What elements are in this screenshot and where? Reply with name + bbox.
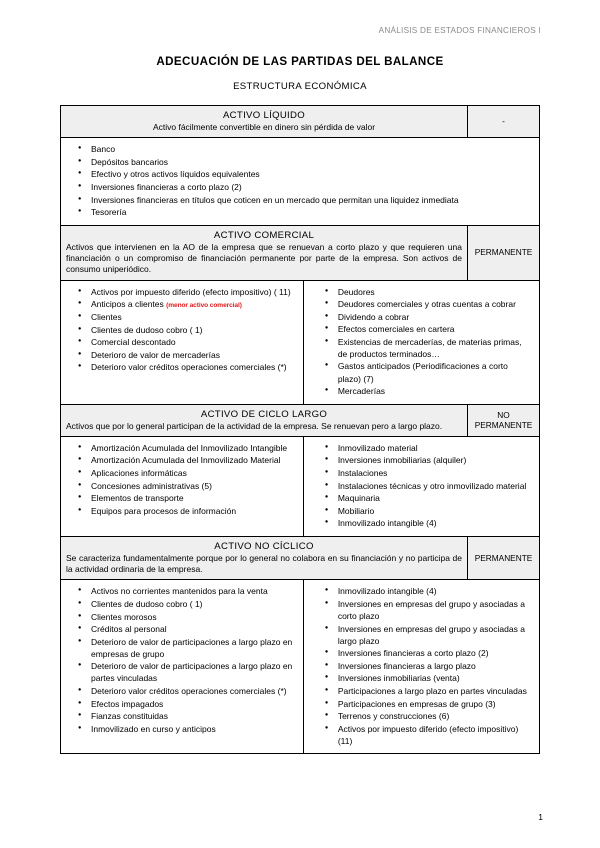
page-number: 1 bbox=[538, 812, 543, 822]
section-column-left bbox=[61, 281, 304, 404]
list-item: ● Inversiones inmobiliarias (alquiler) bbox=[338, 454, 533, 466]
section-header-main bbox=[61, 106, 468, 137]
account-list bbox=[314, 442, 533, 529]
section-body bbox=[61, 281, 539, 404]
list-item: ● Aplicaciones informáticas bbox=[91, 467, 297, 479]
section-description: Activos que por lo general participan de la actividad de la empresa. Se renuevan pero a largo plazo. bbox=[66, 420, 443, 431]
list-item: ● Clientes de dudoso cobro ( 1) bbox=[91, 598, 297, 610]
section-column-right bbox=[304, 281, 539, 404]
list-item: ● Mobiliario bbox=[338, 505, 533, 517]
section-classification-badge: - bbox=[502, 116, 505, 127]
list-item: ● Deterioro de valor de participaciones a largo plazo en partes vinculadas bbox=[91, 660, 297, 684]
list-item: ● Clientes de dudoso cobro ( 1) bbox=[91, 324, 297, 336]
list-item: ● Fianzas constituidas bbox=[91, 710, 297, 722]
table-section-activo-liquido bbox=[61, 106, 539, 226]
section-title: ACTIVO COMERCIAL bbox=[213, 229, 315, 241]
list-item: ● Anticipos a clientes (menor activo comercial) bbox=[91, 298, 297, 310]
list-item: ● Deterioro valor créditos operaciones comerciales (*) bbox=[91, 361, 297, 373]
section-column-left bbox=[61, 580, 304, 753]
account-list bbox=[314, 585, 533, 746]
list-item: ● Clientes morosos bbox=[91, 611, 297, 623]
section-column-left bbox=[61, 437, 304, 536]
section-description: Activo fácilmente convertible en dinero sin pérdida de valor bbox=[152, 122, 376, 132]
list-item: ● Amortización Acumulada del Inmovilizado Intangible bbox=[91, 442, 297, 454]
list-item: ● Deudores bbox=[338, 286, 533, 298]
list-item: ● Deudores comerciales y otras cuentas a cobrar bbox=[338, 298, 533, 310]
section-column-right bbox=[304, 580, 539, 753]
section-column-right bbox=[304, 437, 539, 536]
list-item: ● Participaciones en empresas de grupo (3) bbox=[338, 698, 533, 710]
list-item: ● Inversiones en empresas del grupo y asociadas a corto plazo bbox=[338, 598, 533, 622]
table-section-activo-comercial bbox=[61, 226, 539, 405]
page-subtitle: ESTRUCTURA ECONÓMICA bbox=[233, 81, 367, 92]
list-item: ● Mercaderías bbox=[338, 385, 533, 397]
account-list bbox=[67, 143, 533, 218]
account-list bbox=[314, 286, 533, 398]
section-classification-badge: NO PERMANENTE bbox=[474, 409, 533, 431]
list-item: ● Inversiones financieras a largo plazo bbox=[338, 660, 533, 672]
section-title: ACTIVO NO CÍCLICO bbox=[214, 540, 314, 552]
list-item: ● Inmovilizado intangible (4) bbox=[338, 585, 533, 597]
section-body bbox=[61, 580, 539, 753]
list-item: ● Inversiones financieras en títulos que coticen en un mercado que permitan una liquidez inmediata bbox=[91, 194, 533, 206]
account-list bbox=[67, 585, 297, 734]
list-item: ● Créditos al personal bbox=[91, 623, 297, 635]
list-item: ● Depósitos bancarios bbox=[91, 156, 533, 168]
section-title: ACTIVO DE CICLO LARGO bbox=[200, 408, 328, 420]
table-section-activo-de-ciclo-largo bbox=[61, 405, 539, 537]
list-item: ● Efectivo y otros activos líquidos equivalentes bbox=[91, 168, 533, 180]
section-classification-badge: PERMANENTE bbox=[474, 247, 533, 258]
list-item: ● Terrenos y construcciones (6) bbox=[338, 710, 533, 722]
inline-annotation: (menor activo comercial) bbox=[166, 302, 242, 310]
balance-structure-table bbox=[60, 105, 540, 754]
section-body bbox=[61, 138, 539, 224]
list-item: ● Inversiones financieras a corto plazo (2) bbox=[338, 647, 533, 659]
section-header-main bbox=[61, 537, 468, 580]
list-item: ● Banco bbox=[91, 143, 533, 155]
list-item: ● Tesorería bbox=[91, 206, 533, 218]
account-list bbox=[67, 442, 297, 517]
list-item: ● Instalaciones técnicas y otro inmovilizado material bbox=[338, 480, 533, 492]
list-item: ● Comercial descontado bbox=[91, 336, 297, 348]
list-item: ● Activos por impuesto diferido (efecto impositivo) (11) bbox=[338, 723, 533, 747]
account-list bbox=[67, 286, 297, 374]
list-item: ● Existencias de mercaderías, de materias primas, de productos terminados… bbox=[338, 336, 533, 360]
section-title: ACTIVO LÍQUIDO bbox=[222, 110, 306, 121]
list-item: ● Dividendo a cobrar bbox=[338, 311, 533, 323]
list-item: ● Activos no corrientes mantenidos para la venta bbox=[91, 585, 297, 597]
list-item: ● Amortización Acumulada del Inmovilizado Material bbox=[91, 454, 297, 466]
section-header-main bbox=[61, 226, 468, 280]
list-item: ● Inmovilizado intangible (4) bbox=[338, 517, 533, 529]
section-column-left bbox=[61, 138, 539, 224]
list-item: ● Elementos de transporte bbox=[91, 492, 297, 504]
list-item: ● Inversiones financieras a corto plazo (2) bbox=[91, 181, 533, 193]
table-section-activo-no-ciclico bbox=[61, 537, 539, 753]
section-header-row bbox=[61, 106, 539, 138]
list-item: ● Instalaciones bbox=[338, 467, 533, 479]
section-header-row bbox=[61, 537, 539, 581]
section-classification-badge: PERMANENTE bbox=[474, 552, 533, 563]
list-item: ● Participaciones a largo plazo en partes vinculadas bbox=[338, 685, 533, 697]
section-description: Se caracteriza fundamentalmente porque por lo general no colabora en su financiación y no participa de la actividad ordinaria de la empresa. bbox=[66, 552, 462, 575]
list-item: ● Concesiones administrativas (5) bbox=[91, 480, 297, 492]
section-body bbox=[61, 437, 539, 536]
list-item: ● Maquinaria bbox=[338, 492, 533, 504]
list-item: ● Efectos comerciales en cartera bbox=[338, 323, 533, 335]
list-item: ● Efectos impagados bbox=[91, 698, 297, 710]
list-item: ● Deterioro de valor de mercaderías bbox=[91, 349, 297, 361]
section-description: Activos que intervienen en la AO de la empresa que se renuevan a corto plazo y que requieren una financiación o un compromiso de financiación permanente por parte de la empresa. Son activos de consumo uniperiódico. bbox=[66, 241, 462, 275]
list-item: ● Inmovilizado en curso y anticipos bbox=[91, 723, 297, 735]
section-header-row bbox=[61, 405, 539, 437]
list-item: ● Inmovilizado material bbox=[338, 442, 533, 454]
page-title: ADECUACIÓN DE LAS PARTIDAS DEL BALANCE bbox=[156, 55, 444, 68]
section-header-row bbox=[61, 226, 539, 281]
list-item: ● Gastos anticipados (Periodificaciones a corto plazo) (7) bbox=[338, 360, 533, 384]
list-item: ● Equipos para procesos de información bbox=[91, 505, 297, 517]
list-item: ● Inversiones inmobiliarias (venta) bbox=[338, 672, 533, 684]
section-header-main bbox=[61, 405, 468, 436]
list-item: ● Activos por impuesto diferido (efecto impositivo) ( 11) bbox=[91, 286, 297, 298]
list-item: ● Deterioro de valor de participaciones a largo plazo en empresas de grupo bbox=[91, 636, 297, 660]
list-item: ● Inversiones en empresas del grupo y asociadas a largo plazo bbox=[338, 623, 533, 647]
list-item: ● Deterioro valor créditos operaciones comerciales (*) bbox=[91, 685, 297, 697]
list-item: ● Clientes bbox=[91, 311, 297, 323]
running-header: ANÁLISIS DE ESTADOS FINANCIEROS I bbox=[378, 26, 541, 35]
